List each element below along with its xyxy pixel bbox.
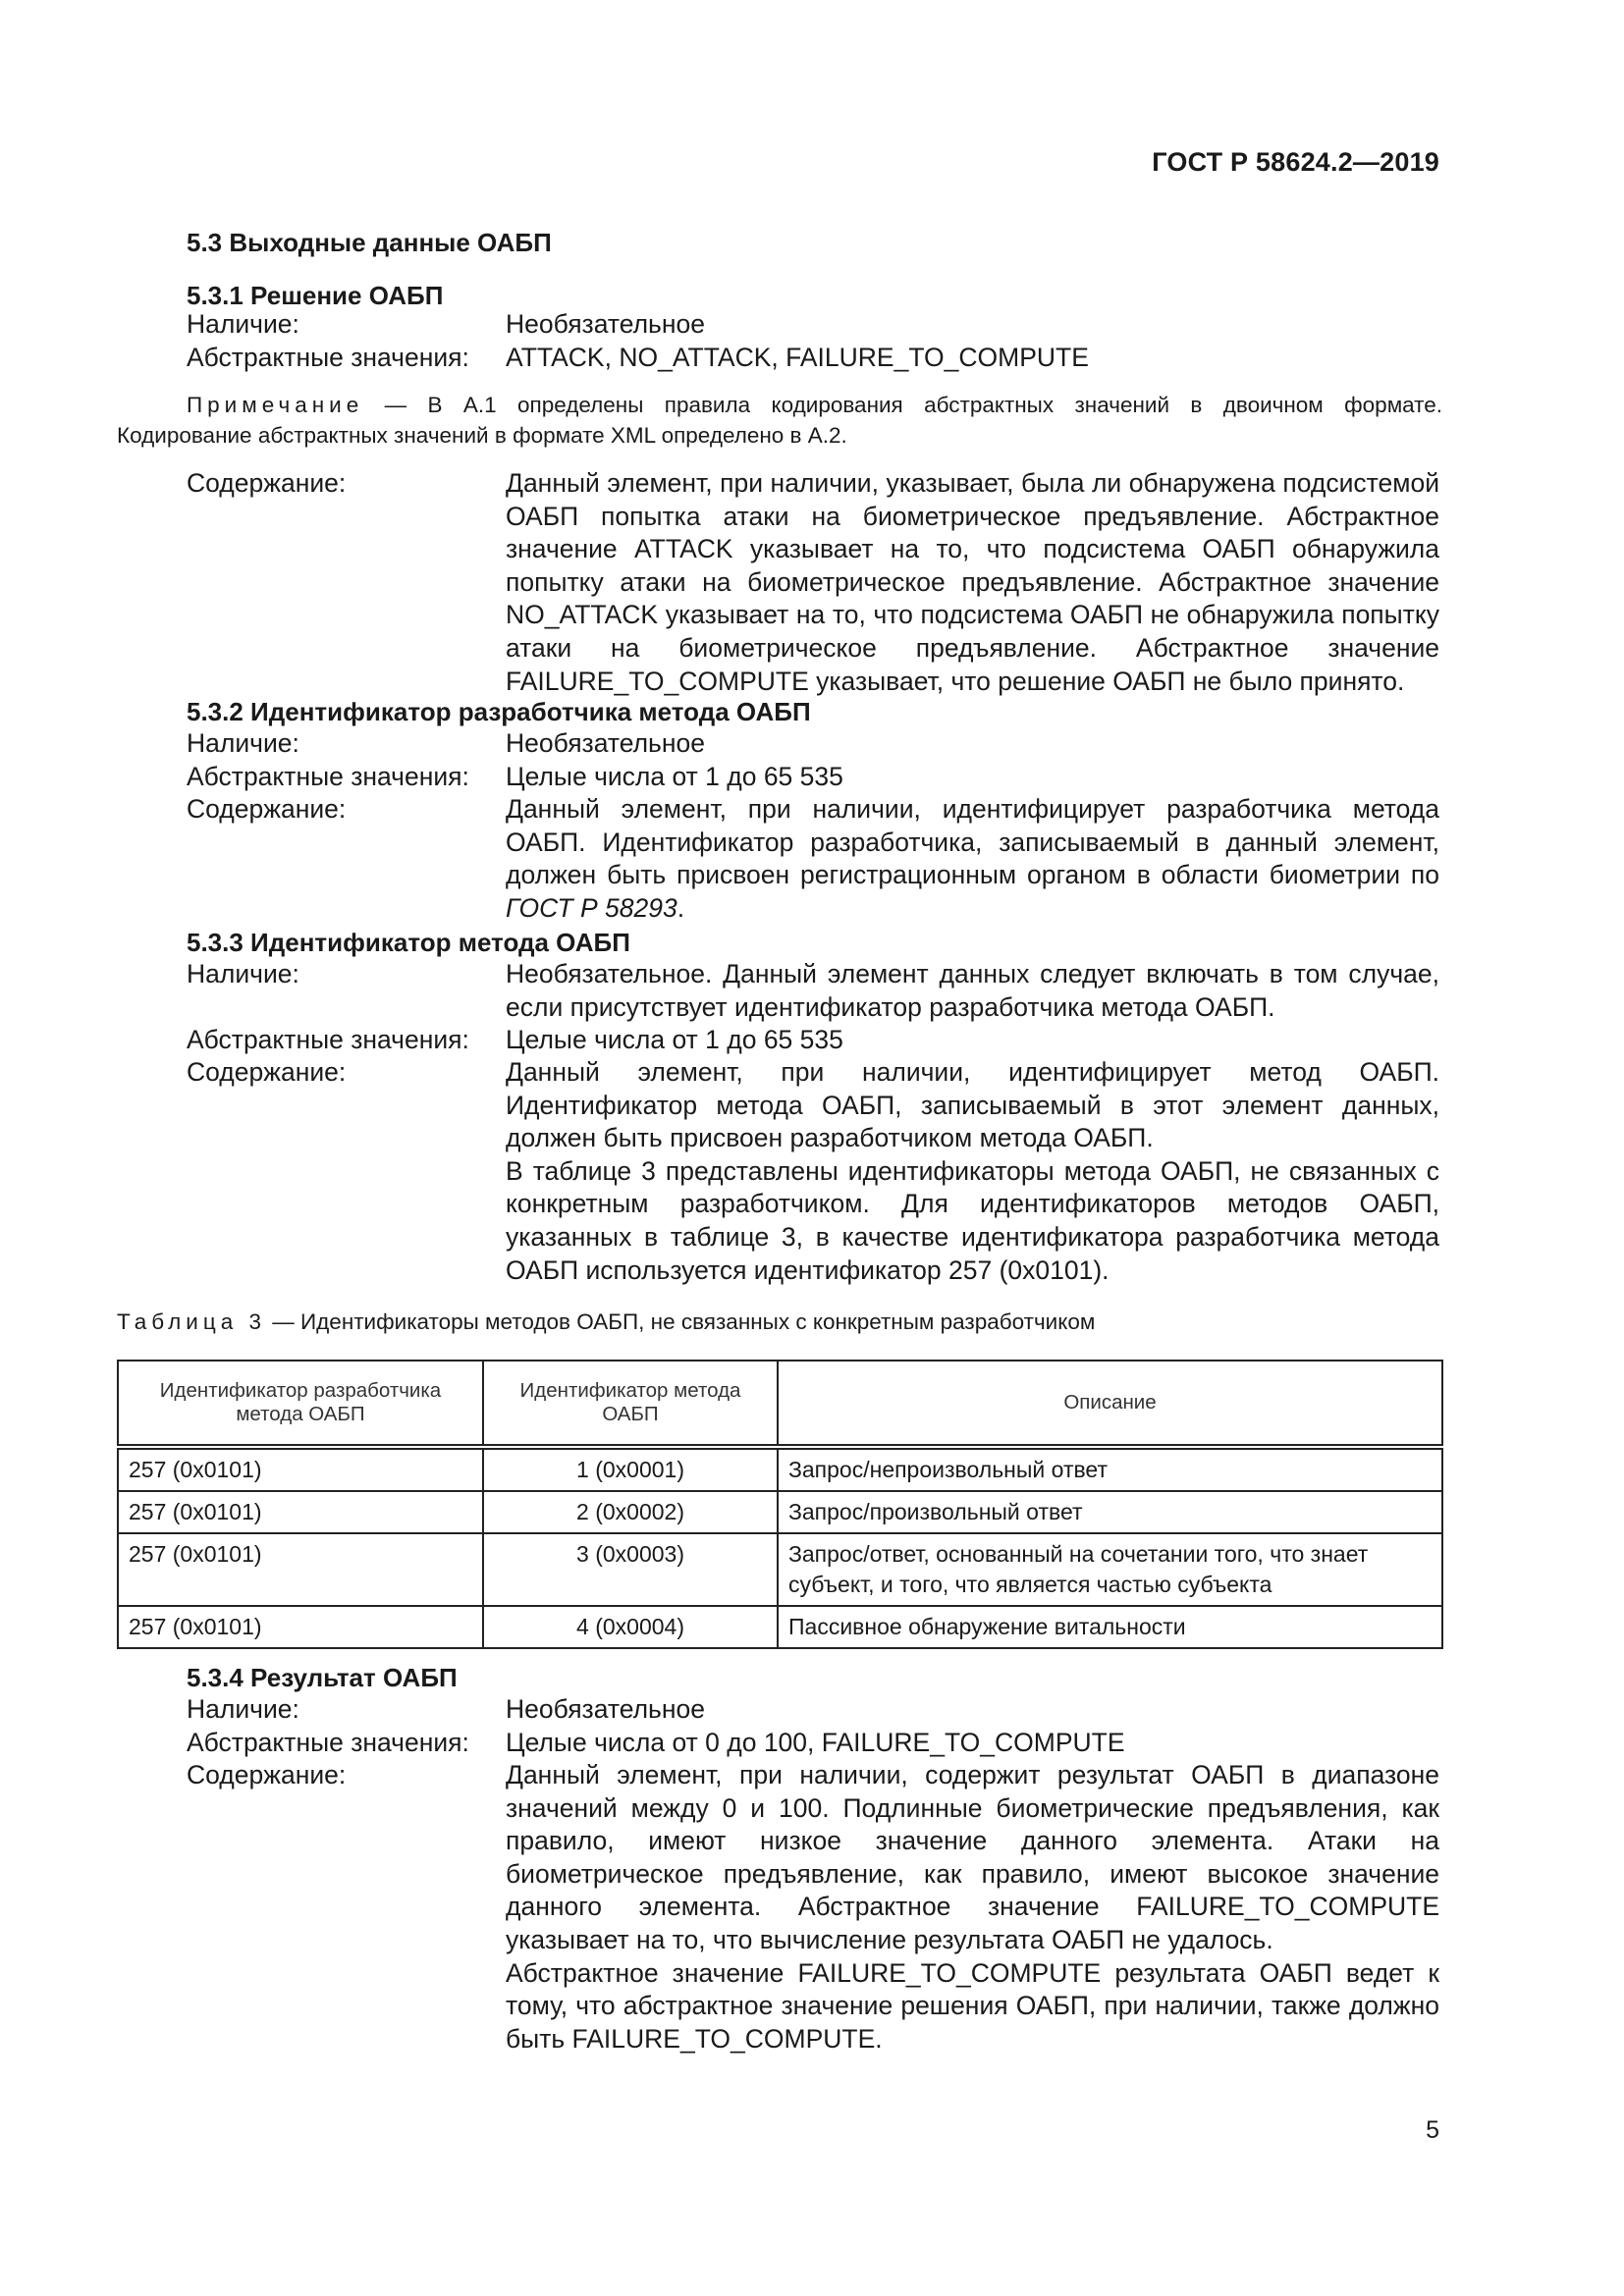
cell-description: Запрос/произвольный ответ xyxy=(778,1491,1442,1533)
field-value xyxy=(506,793,1439,925)
cell-description: Запрос/непроизвольный ответ xyxy=(778,1447,1442,1491)
cell-method-id: 3 (0x0003) xyxy=(483,1533,778,1606)
field-value: Данный элемент, при наличии, указывает, была ли обнаружена подсистемой ОАБП попытка атаки на биометрическое предъявление. Абстрактное значение ATTACK указывает на то, что подсистема ОАБП обнаружила попытку атаки на биометрическое предъявление. Абстрактное значение NO_ATTACK указывает на то, что подсистема ОАБП не обнаружила попытку атаки на биометрическое предъявление. Абстрактное значение FAILURE_TO_COMPUTE указывает, что решение ОАБП не было принято. xyxy=(506,468,1439,696)
page-number: 5 xyxy=(1426,2116,1439,2144)
field-label: Содержание: xyxy=(187,468,347,498)
cell-developer-id: 257 (0x0101) xyxy=(118,1533,483,1606)
standard-reference: ГОСТ Р 58293 xyxy=(506,892,677,923)
field-value: Целые числа от 0 до 100, FAILURE_TO_COMPUTE xyxy=(506,1728,1125,1757)
section-heading-5-3-2: 5.3.2 Идентификатор разработчика метода ОАБП xyxy=(187,697,811,726)
table-row xyxy=(118,1491,1442,1533)
field-value: Целые числа от 1 до 65 535 xyxy=(506,762,843,791)
field-label: Наличие: xyxy=(187,728,299,758)
section-heading-5-3-3: 5.3.3 Идентификатор метода ОАБП xyxy=(187,928,630,957)
cell-developer-id: 257 (0x0101) xyxy=(118,1606,483,1648)
cell-developer-id: 257 (0x0101) xyxy=(118,1491,483,1533)
header-description: Описание xyxy=(778,1361,1442,1447)
cell-developer-id: 257 (0x0101) xyxy=(118,1447,483,1491)
note-label: Примечание xyxy=(187,393,364,417)
field-label: Наличие: xyxy=(187,309,299,339)
field-value: Целые числа от 1 до 65 535 xyxy=(506,1025,843,1054)
field-value xyxy=(506,1759,1439,2056)
cell-description: Запрос/ответ, основанный на сочетании того, что знает субъект, и того, что является частью субъекта xyxy=(778,1533,1442,1606)
cell-description: Пассивное обнаружение витальности xyxy=(778,1606,1442,1648)
cell-method-id: 2 (0x0002) xyxy=(483,1491,778,1533)
field-label: Абстрактные значения: xyxy=(187,762,469,791)
table-caption xyxy=(117,1309,1095,1335)
field-label: Содержание: xyxy=(187,1057,347,1087)
content-text: Данный элемент, при наличии, идентифицирует разработчика метода ОАБП. Идентификатор разработчика, записываемый в данный элемент, должен быть присвоен регистрационным органом в области биометрии по xyxy=(506,794,1439,890)
content-paragraph-1: Данный элемент, при наличии, содержит результат ОАБП в диапазоне значений между 0 и 100. Подлинные биометрические предъявления, как правило, имеют низкое значение данного элемента. Атаки на биометрическое предъявление, как правило, имеют высокое значение данного элемента. Абстрактное значение FAILURE_TO_COMPUTE указывает на то, что вычисление результата ОАБП не удалось. xyxy=(506,1760,1439,1954)
section-heading-5-3-1: 5.3.1 Решение ОАБП xyxy=(187,281,444,310)
note-line-1 xyxy=(117,390,1442,420)
cell-method-id: 4 (0x0004) xyxy=(483,1606,778,1648)
field-value: Необязательное xyxy=(506,1694,705,1724)
field-value: Необязательное. Данный элемент данных следует включать в том случае, если присутствует идентификатор разработчика метода ОАБП. xyxy=(506,959,1439,1022)
table-row xyxy=(118,1447,1442,1491)
section-heading-5-3: 5.3 Выходные данные ОАБП xyxy=(187,228,552,257)
field-label: Наличие: xyxy=(187,959,299,988)
section-heading-5-3-4: 5.3.4 Результат ОАБП xyxy=(187,1663,458,1692)
field-label: Абстрактные значения: xyxy=(187,1025,469,1054)
note-text: — В А.1 определены правила кодирования абстрактных значений в двоичном формате. xyxy=(363,393,1442,417)
field-value xyxy=(506,1056,1439,1287)
field-label: Абстрактные значения: xyxy=(187,343,469,372)
table-caption-text: — Идентификаторы методов ОАБП, не связанных с конкретным разработчиком xyxy=(266,1309,1096,1334)
content-paragraph-2: В таблице 3 представлены идентификаторы метода ОАБП, не связанных с конкретным разработчиком. Для идентификаторов методов ОАБП, указанных в таблице 3, в качестве идентификатора разработчика метода ОАБП используется идентификатор 257 (0x0101). xyxy=(506,1155,1439,1285)
note-line-2: Кодирование абстрактных значений в формате XML определено в А.2. xyxy=(117,423,847,448)
table-row xyxy=(118,1533,1442,1606)
content-paragraph-2: Абстрактное значение FAILURE_TO_COMPUTE результата ОАБП ведет к тому, что абстрактное значение решения ОАБП, при наличии, также должно быть FAILURE_TO_COMPUTE. xyxy=(506,1957,1439,2054)
field-value: Необязательное xyxy=(506,728,705,758)
field-value: Необязательное xyxy=(506,309,705,339)
field-label: Содержание: xyxy=(187,1760,347,1789)
content-end: . xyxy=(677,892,685,923)
cell-method-id: 1 (0x0001) xyxy=(483,1447,778,1491)
table-header-row xyxy=(118,1361,1442,1447)
content-paragraph-1: Данный элемент, при наличии, идентифицирует метод ОАБП. Идентификатор метода ОАБП, записываемый в этот элемент данных, должен быть присвоен разработчиком метода ОАБП. xyxy=(506,1057,1439,1153)
table-row xyxy=(118,1606,1442,1648)
note-5-3-1 xyxy=(117,390,1442,451)
field-label: Абстрактные значения: xyxy=(187,1728,469,1757)
header-method-id: Идентификатор метода ОАБП xyxy=(483,1361,778,1447)
field-label: Наличие: xyxy=(187,1694,299,1724)
field-label: Содержание: xyxy=(187,794,347,824)
standard-code: ГОСТ Р 58624.2—2019 xyxy=(1152,147,1439,177)
header-developer-id: Идентификатор разработчика метода ОАБП xyxy=(118,1361,483,1447)
table-caption-label: Таблица 3 xyxy=(117,1309,266,1334)
method-ids-table xyxy=(117,1360,1443,1649)
field-value: ATTACK, NO_ATTACK, FAILURE_TO_COMPUTE xyxy=(506,343,1089,372)
